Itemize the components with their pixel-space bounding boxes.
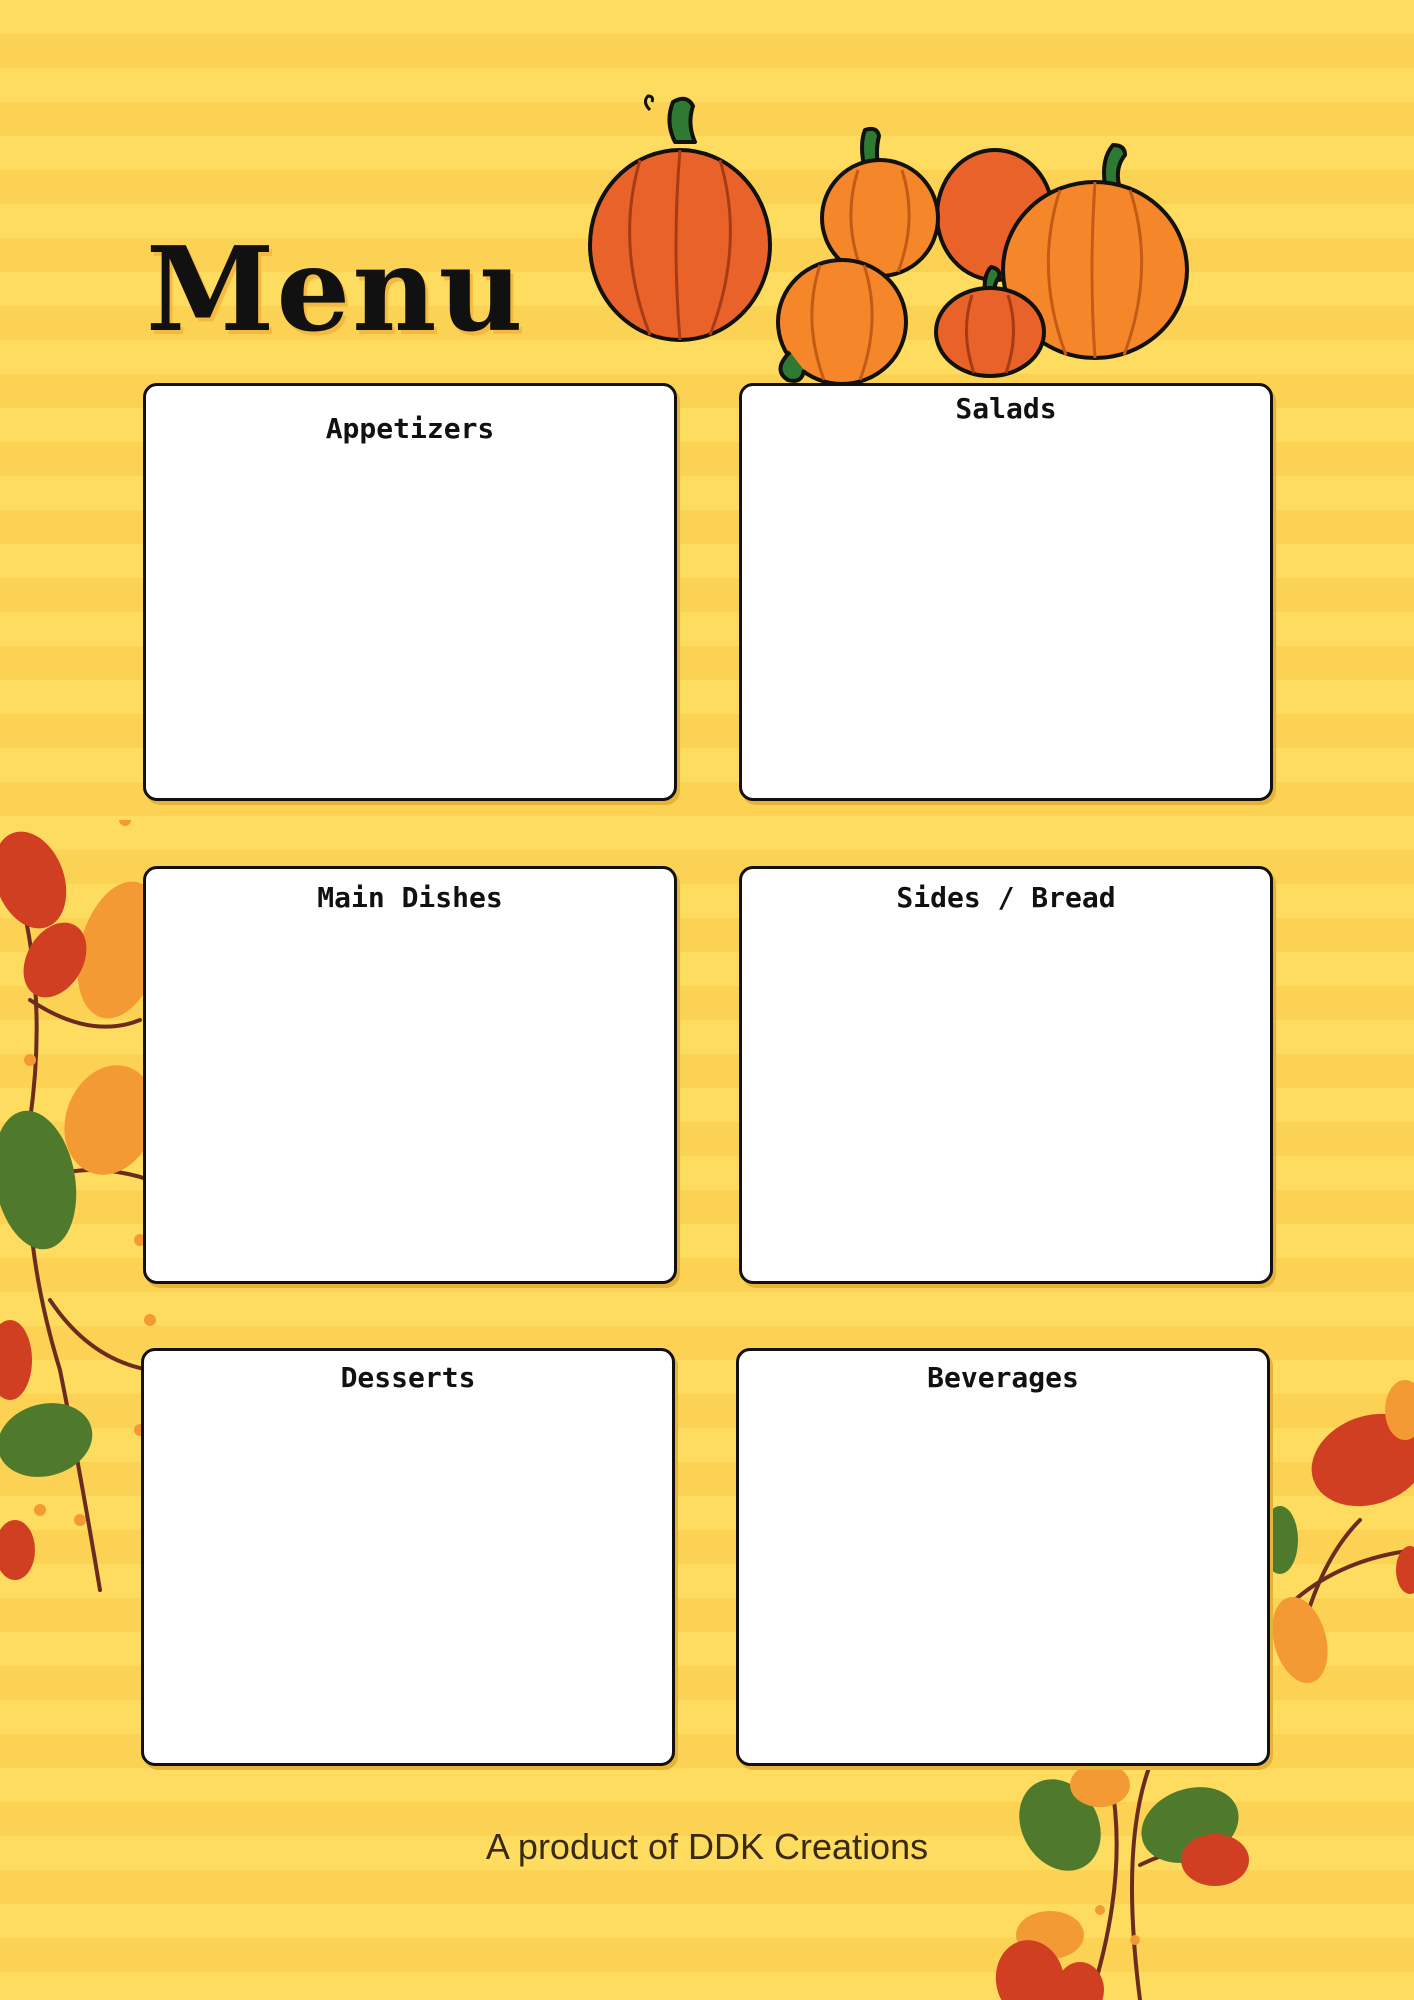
section-label: Appetizers	[325, 412, 495, 445]
menu-section-main-dishes[interactable]	[143, 866, 677, 1284]
section-label: Salads	[955, 392, 1057, 425]
menu-section-beverages[interactable]	[736, 1348, 1270, 1766]
autumn-leaves-bottom	[960, 1765, 1260, 2000]
section-label: Beverages	[927, 1361, 1079, 1394]
menu-section-desserts[interactable]	[141, 1348, 675, 1766]
menu-section-sides-bread[interactable]	[739, 866, 1273, 1284]
autumn-leaves-right	[1260, 1370, 1414, 1690]
section-label: Main Dishes	[317, 881, 503, 914]
section-label: Desserts	[340, 1361, 476, 1394]
pumpkins-illustration	[580, 90, 1200, 400]
menu-section-salads[interactable]	[739, 383, 1273, 801]
footer-credit: A product of DDK Creations	[485, 1826, 929, 1867]
page-title: Menu	[146, 222, 525, 358]
section-label: Sides / Bread	[896, 881, 1116, 914]
menu-section-appetizers[interactable]	[143, 383, 677, 801]
